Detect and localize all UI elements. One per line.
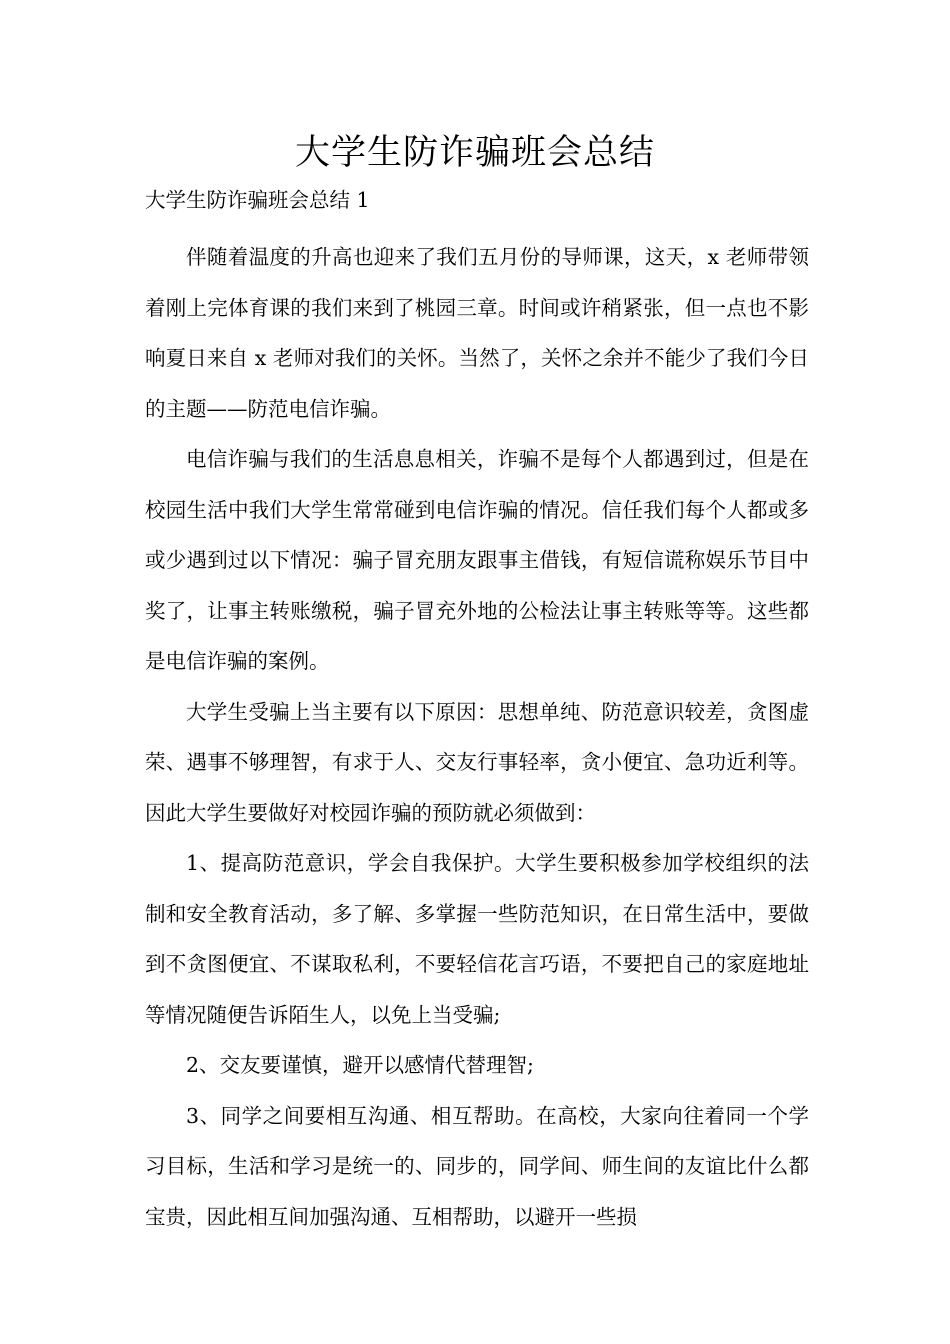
paragraph-point-2: 2、交友要谨慎，避开以感情代替理智; bbox=[186, 1053, 534, 1077]
paragraph-point-3: 3、同学之间要相互沟通、相互帮助。在高校，大家向往着同一个学习目标，生活和学习是统一的、同步的，同学间、师生间的友谊比什么都宝贵，因此相互间加强沟通、互相帮助，以避开一些损 bbox=[145, 1103, 809, 1229]
paragraph-telecom-fraud: 电信诈骗与我们的生活息息相关，诈骗不是每个人都遇到过，但是在校园生活中我们大学生常常碰到电信诈骗的情况。信任我们每个人都或多或少遇到过以下情况：骗子冒充朋友跟事主借钱，有短信谎称娱乐节目中奖了，让事主转账缴税，骗子冒充外地的公检法让事主转账等等。这些都是电信诈骗的案例。 bbox=[145, 447, 809, 673]
paragraph-point-1: 1、提高防范意识，学会自我保护。大学生要积极参加学校组织的法制和安全教育活动，多了解、多掌握一些防范知识，在日常生活中，要做到不贪图便宜、不谋取私利，不要轻信花言巧语，不要把自己的家庭地址等情况随便告诉陌生人，以免上当受骗; bbox=[145, 851, 809, 1027]
document-title: 大学生防诈骗班会总结 bbox=[294, 133, 655, 173]
paragraph-reasons: 大学生受骗上当主要有以下原因：思想单纯、防范意识较差，贪图虚荣、遇事不够理智，有求于人、交友行事轻率，贪小便宜、急功近利等。因此大学生要做好对校园诈骗的预防就必须做到： bbox=[145, 699, 809, 825]
paragraph-intro: 伴随着温度的升高也迎来了我们五月份的导师课，这天，x 老师带领着刚上完体育课的我们来到了桃园三章。时间或许稍紧张，但一点也不影响夏日来自 x 老师对我们的关怀。当然了，关怀之余并不能少了我们今日的主题——防范电信诈骗。 bbox=[145, 245, 809, 421]
document-body bbox=[145, 232, 809, 1242]
section-heading: 大学生防诈骗班会总结 1 bbox=[145, 188, 370, 212]
